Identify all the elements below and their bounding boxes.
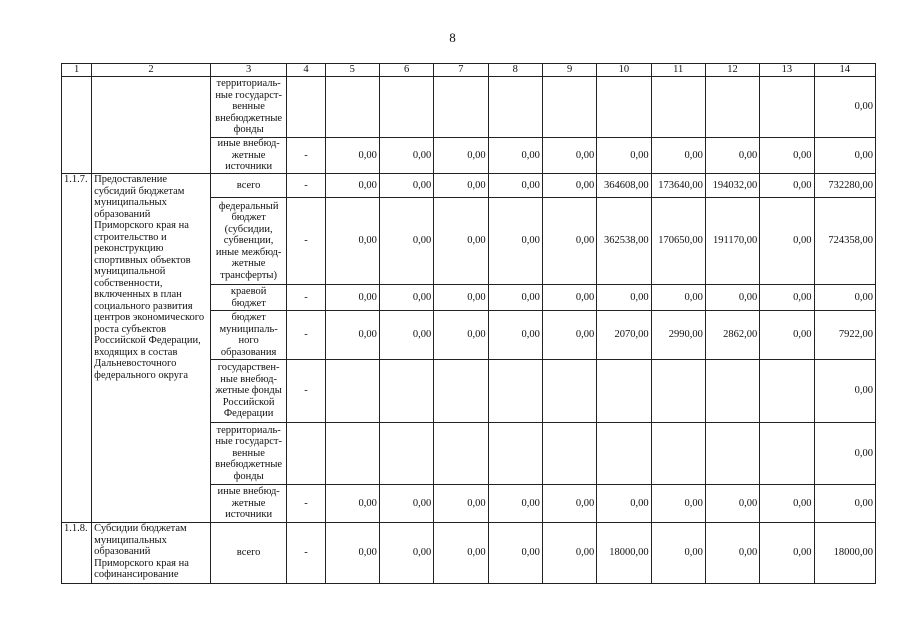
total-cell: 0,00 xyxy=(814,138,875,174)
value-cell xyxy=(760,423,814,485)
value-cell xyxy=(760,77,814,138)
funding-source: бюджет муниципаль-ного образования xyxy=(210,311,286,360)
funding-source: иные внебюд-жетные источники xyxy=(210,138,286,174)
total-cell: 0,00 xyxy=(814,285,875,311)
value-cell xyxy=(597,360,651,423)
budget-table xyxy=(61,63,876,584)
value-cell: 0,00 xyxy=(488,198,542,285)
total-cell: 0,00 xyxy=(814,485,875,523)
col-header: 12 xyxy=(705,64,759,77)
value-cell xyxy=(325,360,379,423)
value-cell xyxy=(325,423,379,485)
value-cell: 0,00 xyxy=(542,138,596,174)
table-row xyxy=(62,174,876,198)
dash-cell: - xyxy=(287,311,325,360)
row-name xyxy=(92,77,211,174)
value-cell: 0,00 xyxy=(434,174,488,198)
value-cell: 0,00 xyxy=(434,285,488,311)
value-cell: 0,00 xyxy=(705,285,759,311)
value-cell: 0,00 xyxy=(379,174,433,198)
funding-source: территориаль-ные государст-венные внебюджетные фонды xyxy=(210,77,286,138)
table-row xyxy=(62,523,876,584)
value-cell xyxy=(379,360,433,423)
total-cell: 7922,00 xyxy=(814,311,875,360)
value-cell: 0,00 xyxy=(542,174,596,198)
value-cell: 0,00 xyxy=(325,523,379,584)
value-cell: 0,00 xyxy=(760,485,814,523)
dash-cell: - xyxy=(287,523,325,584)
value-cell: 0,00 xyxy=(542,285,596,311)
value-cell: 0,00 xyxy=(325,174,379,198)
funding-source: всего xyxy=(210,523,286,584)
funding-source: всего xyxy=(210,174,286,198)
value-cell xyxy=(651,360,705,423)
value-cell: 0,00 xyxy=(542,198,596,285)
value-cell xyxy=(651,77,705,138)
value-cell: 0,00 xyxy=(651,285,705,311)
funding-source: федеральный бюджет (субсидии, субвенции, иные межбюд-жетные трансферты) xyxy=(210,198,286,285)
value-cell: 2990,00 xyxy=(651,311,705,360)
funding-source: краевой бюджет xyxy=(210,285,286,311)
value-cell: 0,00 xyxy=(705,138,759,174)
value-cell xyxy=(434,423,488,485)
col-header: 3 xyxy=(210,64,286,77)
total-cell: 0,00 xyxy=(814,360,875,423)
value-cell xyxy=(651,423,705,485)
value-cell: 0,00 xyxy=(488,174,542,198)
value-cell: 0,00 xyxy=(325,198,379,285)
row-index: 1.1.7. xyxy=(62,174,92,523)
value-cell: 173640,00 xyxy=(651,174,705,198)
value-cell: 0,00 xyxy=(434,523,488,584)
value-cell: 0,00 xyxy=(488,523,542,584)
value-cell: 0,00 xyxy=(379,138,433,174)
col-header: 13 xyxy=(760,64,814,77)
value-cell: 0,00 xyxy=(597,485,651,523)
value-cell: 0,00 xyxy=(760,174,814,198)
dash-cell xyxy=(287,423,325,485)
value-cell xyxy=(542,423,596,485)
total-cell: 732280,00 xyxy=(814,174,875,198)
total-cell: 0,00 xyxy=(814,77,875,138)
value-cell: 0,00 xyxy=(434,198,488,285)
total-cell: 0,00 xyxy=(814,423,875,485)
value-cell: 0,00 xyxy=(434,485,488,523)
value-cell: 364608,00 xyxy=(597,174,651,198)
value-cell xyxy=(597,77,651,138)
value-cell: 0,00 xyxy=(325,485,379,523)
value-cell: 0,00 xyxy=(379,285,433,311)
funding-source: государствен-ные внебюд-жетные фонды Российской Федерации xyxy=(210,360,286,423)
value-cell: 18000,00 xyxy=(597,523,651,584)
value-cell: 0,00 xyxy=(325,138,379,174)
value-cell xyxy=(705,77,759,138)
value-cell: 0,00 xyxy=(760,138,814,174)
row-index xyxy=(62,77,92,174)
col-header: 10 xyxy=(597,64,651,77)
value-cell: 362538,00 xyxy=(597,198,651,285)
value-cell: 0,00 xyxy=(542,523,596,584)
value-cell xyxy=(434,77,488,138)
value-cell xyxy=(705,360,759,423)
value-cell: 0,00 xyxy=(325,285,379,311)
value-cell xyxy=(488,423,542,485)
value-cell xyxy=(379,423,433,485)
col-header: 1 xyxy=(62,64,92,77)
value-cell: 0,00 xyxy=(651,523,705,584)
total-cell: 724358,00 xyxy=(814,198,875,285)
value-cell xyxy=(325,77,379,138)
value-cell: 0,00 xyxy=(651,485,705,523)
col-header: 14 xyxy=(814,64,875,77)
value-cell: 0,00 xyxy=(434,138,488,174)
col-header: 9 xyxy=(542,64,596,77)
dash-cell xyxy=(287,77,325,138)
col-header: 2 xyxy=(92,64,211,77)
col-header: 6 xyxy=(379,64,433,77)
dash-cell: - xyxy=(287,138,325,174)
funding-source: территориаль-ные государст-венные внебюджетные фонды xyxy=(210,423,286,485)
value-cell: 0,00 xyxy=(488,311,542,360)
value-cell: 0,00 xyxy=(542,311,596,360)
value-cell xyxy=(488,360,542,423)
table-row xyxy=(62,77,876,138)
dash-cell: - xyxy=(287,360,325,423)
value-cell: 0,00 xyxy=(651,138,705,174)
value-cell xyxy=(379,77,433,138)
col-header: 7 xyxy=(434,64,488,77)
total-cell: 18000,00 xyxy=(814,523,875,584)
value-cell: 0,00 xyxy=(488,138,542,174)
value-cell: 194032,00 xyxy=(705,174,759,198)
value-cell xyxy=(542,360,596,423)
value-cell: 0,00 xyxy=(325,311,379,360)
value-cell: 0,00 xyxy=(760,311,814,360)
value-cell: 2862,00 xyxy=(705,311,759,360)
value-cell: 0,00 xyxy=(379,198,433,285)
dash-cell: - xyxy=(287,198,325,285)
dash-cell: - xyxy=(287,485,325,523)
col-header: 5 xyxy=(325,64,379,77)
value-cell xyxy=(760,360,814,423)
value-cell xyxy=(488,77,542,138)
value-cell: 0,00 xyxy=(488,485,542,523)
header-row xyxy=(62,64,876,77)
col-header: 8 xyxy=(488,64,542,77)
value-cell: 0,00 xyxy=(379,485,433,523)
value-cell: 0,00 xyxy=(542,485,596,523)
value-cell: 2070,00 xyxy=(597,311,651,360)
dash-cell: - xyxy=(287,285,325,311)
row-index: 1.1.8. xyxy=(62,523,92,584)
value-cell: 0,00 xyxy=(379,311,433,360)
value-cell: 0,00 xyxy=(488,285,542,311)
col-header: 4 xyxy=(287,64,325,77)
value-cell xyxy=(542,77,596,138)
col-header: 11 xyxy=(651,64,705,77)
value-cell: 0,00 xyxy=(379,523,433,584)
value-cell xyxy=(434,360,488,423)
value-cell: 0,00 xyxy=(705,523,759,584)
row-name: Субсидии бюджетам муниципальных образований Приморского края на софинансирование xyxy=(92,523,211,584)
value-cell: 0,00 xyxy=(760,523,814,584)
value-cell: 0,00 xyxy=(705,485,759,523)
value-cell: 191170,00 xyxy=(705,198,759,285)
page-number: 8 xyxy=(449,30,456,45)
value-cell: 0,00 xyxy=(760,198,814,285)
value-cell: 0,00 xyxy=(434,311,488,360)
value-cell: 0,00 xyxy=(597,138,651,174)
row-name: Предоставление субсидий бюджетам муниципальных образований Приморского края на строительство и реконструкцию спортивных объектов муниципальной собственности, включенных в план социального развития центров экономического роста субъектов Российской Федерации, входящих в состав Дальневосточного федерального округа xyxy=(92,174,211,523)
funding-source: иные внебюд-жетные источники xyxy=(210,485,286,523)
value-cell xyxy=(705,423,759,485)
value-cell xyxy=(597,423,651,485)
value-cell: 0,00 xyxy=(597,285,651,311)
value-cell: 0,00 xyxy=(760,285,814,311)
value-cell: 170650,00 xyxy=(651,198,705,285)
dash-cell: - xyxy=(287,174,325,198)
